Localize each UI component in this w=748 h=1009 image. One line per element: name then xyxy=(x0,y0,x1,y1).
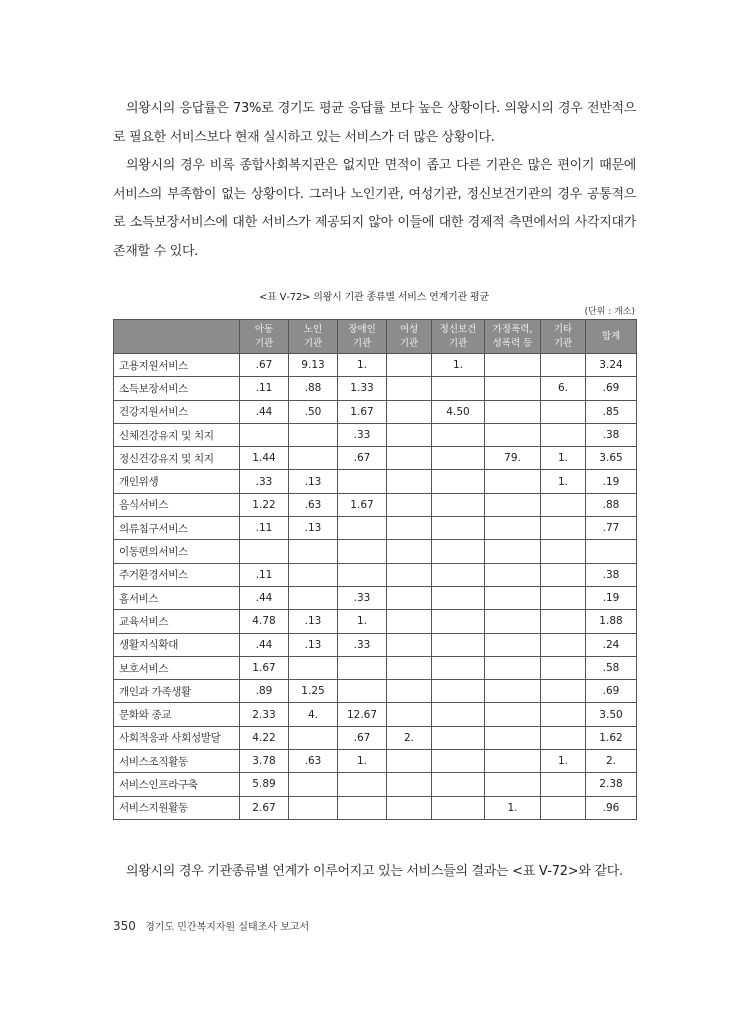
value-cell xyxy=(541,680,586,703)
value-cell: .33 xyxy=(240,470,289,493)
value-cell xyxy=(432,423,485,446)
value-cell xyxy=(432,377,485,400)
value-cell xyxy=(541,354,586,377)
paragraph-2 xyxy=(113,152,636,266)
value-cell: .24 xyxy=(586,633,637,656)
value-cell xyxy=(387,400,432,423)
value-cell xyxy=(432,656,485,679)
value-cell xyxy=(485,493,541,516)
value-cell xyxy=(485,470,541,493)
value-cell xyxy=(485,423,541,446)
table-body xyxy=(114,354,637,820)
footer-paragraph: 의왕시의 경우 기관종류별 연계가 이루어지고 있는 서비스들의 결과는 <표 Ⅴ-72>와 같다. xyxy=(126,864,623,879)
value-cell xyxy=(289,447,338,470)
value-cell: 1.22 xyxy=(240,493,289,516)
table-row xyxy=(114,377,637,400)
value-cell xyxy=(338,540,387,563)
value-cell xyxy=(485,773,541,796)
value-cell xyxy=(338,656,387,679)
value-cell xyxy=(432,470,485,493)
value-cell xyxy=(432,517,485,540)
table-row xyxy=(114,796,637,819)
value-cell xyxy=(432,447,485,470)
value-cell xyxy=(485,656,541,679)
value-cell: 9.13 xyxy=(289,354,338,377)
value-cell xyxy=(485,703,541,726)
row-label: 의류침구서비스 xyxy=(114,517,240,540)
value-cell: .33 xyxy=(338,586,387,609)
value-cell xyxy=(289,656,338,679)
table-row xyxy=(114,470,637,493)
value-cell: 2.67 xyxy=(240,796,289,819)
value-cell: 1. xyxy=(432,354,485,377)
table-row xyxy=(114,493,637,516)
value-cell xyxy=(541,493,586,516)
value-cell xyxy=(338,517,387,540)
value-cell xyxy=(338,563,387,586)
value-cell xyxy=(387,377,432,400)
value-cell xyxy=(387,423,432,446)
value-cell xyxy=(387,493,432,516)
value-cell xyxy=(387,750,432,773)
table-row xyxy=(114,354,637,377)
value-cell: 2. xyxy=(586,750,637,773)
value-cell xyxy=(432,726,485,749)
value-cell: .13 xyxy=(289,633,338,656)
value-cell xyxy=(541,773,586,796)
value-cell: .69 xyxy=(586,377,637,400)
row-label: 건강지원서비스 xyxy=(114,400,240,423)
row-label: 서비스조직활동 xyxy=(114,750,240,773)
value-cell: .38 xyxy=(586,563,637,586)
value-cell xyxy=(541,586,586,609)
value-cell: 1. xyxy=(541,470,586,493)
table-row xyxy=(114,447,637,470)
header-cell: 여성 기관 xyxy=(387,320,432,354)
service-linkage-table xyxy=(113,319,637,820)
value-cell: 1. xyxy=(338,610,387,633)
value-cell: .67 xyxy=(240,354,289,377)
value-cell: .58 xyxy=(586,656,637,679)
value-cell xyxy=(387,470,432,493)
value-cell: 79. xyxy=(485,447,541,470)
value-cell xyxy=(387,680,432,703)
table-row xyxy=(114,423,637,446)
table-row xyxy=(114,586,637,609)
value-cell: 1.67 xyxy=(338,400,387,423)
value-cell: .69 xyxy=(586,680,637,703)
value-cell: .50 xyxy=(289,400,338,423)
value-cell xyxy=(485,586,541,609)
value-cell: .67 xyxy=(338,726,387,749)
paragraph-text: 의왕시의 응답률은 73%로 경기도 평균 응답률 보다 높은 상황이다. 의왕시의 경우 전반적으로 필요한 서비스보다 현재 실시하고 있는 서비스가 더 많은 상황이다. xyxy=(113,101,636,145)
row-label: 사회적응과 사회성발달 xyxy=(114,726,240,749)
value-cell xyxy=(586,540,637,563)
row-label: 서비스인프라구축 xyxy=(114,773,240,796)
page-footer xyxy=(113,918,309,933)
header-cell: 기타 기관 xyxy=(541,320,586,354)
value-cell: .19 xyxy=(586,470,637,493)
row-label: 문화와 종교 xyxy=(114,703,240,726)
row-label: 주거환경서비스 xyxy=(114,563,240,586)
value-cell xyxy=(387,447,432,470)
value-cell xyxy=(485,750,541,773)
value-cell xyxy=(240,540,289,563)
value-cell xyxy=(541,796,586,819)
row-label: 교육서비스 xyxy=(114,610,240,633)
value-cell: .63 xyxy=(289,750,338,773)
value-cell: .11 xyxy=(240,563,289,586)
value-cell: 1. xyxy=(541,750,586,773)
value-cell xyxy=(485,400,541,423)
value-cell: 4.50 xyxy=(432,400,485,423)
table-row xyxy=(114,610,637,633)
value-cell: .44 xyxy=(240,586,289,609)
value-cell xyxy=(432,540,485,563)
row-label: 생활지식확대 xyxy=(114,633,240,656)
value-cell xyxy=(485,517,541,540)
table-row xyxy=(114,656,637,679)
value-cell xyxy=(541,563,586,586)
value-cell xyxy=(338,773,387,796)
value-cell: .85 xyxy=(586,400,637,423)
table-row xyxy=(114,633,637,656)
value-cell xyxy=(387,796,432,819)
header-cell: 가정폭력, 성폭력 등 xyxy=(485,320,541,354)
value-cell xyxy=(387,540,432,563)
header-cell: 장애인 기관 xyxy=(338,320,387,354)
value-cell xyxy=(485,633,541,656)
value-cell xyxy=(541,517,586,540)
value-cell: .13 xyxy=(289,610,338,633)
value-cell: 1.33 xyxy=(338,377,387,400)
report-title: 경기도 민간복지자원 실태조사 보고서 xyxy=(145,922,310,933)
value-cell: 3.24 xyxy=(586,354,637,377)
value-cell: 1.44 xyxy=(240,447,289,470)
value-cell xyxy=(387,773,432,796)
value-cell: 1.67 xyxy=(240,656,289,679)
value-cell: .33 xyxy=(338,423,387,446)
value-cell xyxy=(541,703,586,726)
value-cell: .67 xyxy=(338,447,387,470)
value-cell xyxy=(432,750,485,773)
row-label: 신체건강유지 및 치지 xyxy=(114,423,240,446)
value-cell xyxy=(387,633,432,656)
value-cell xyxy=(485,377,541,400)
row-label: 개인과 가족생활 xyxy=(114,680,240,703)
value-cell: .13 xyxy=(289,470,338,493)
value-cell xyxy=(289,726,338,749)
header-cell: 합계 xyxy=(586,320,637,354)
table-row xyxy=(114,773,637,796)
value-cell xyxy=(541,540,586,563)
value-cell xyxy=(289,540,338,563)
table-row xyxy=(114,400,637,423)
value-cell xyxy=(289,773,338,796)
value-cell: .89 xyxy=(240,680,289,703)
value-cell: .77 xyxy=(586,517,637,540)
value-cell: 1. xyxy=(541,447,586,470)
table-row xyxy=(114,563,637,586)
value-cell xyxy=(541,633,586,656)
value-cell: 3.65 xyxy=(586,447,637,470)
value-cell: 6. xyxy=(541,377,586,400)
value-cell xyxy=(338,796,387,819)
value-cell: .13 xyxy=(289,517,338,540)
value-cell: .33 xyxy=(338,633,387,656)
value-cell xyxy=(338,680,387,703)
value-cell: .44 xyxy=(240,400,289,423)
value-cell xyxy=(541,400,586,423)
value-cell xyxy=(485,540,541,563)
header-cell xyxy=(114,320,240,354)
value-cell xyxy=(432,773,485,796)
value-cell: 1.25 xyxy=(289,680,338,703)
value-cell: 3.50 xyxy=(586,703,637,726)
value-cell xyxy=(485,563,541,586)
value-cell: .11 xyxy=(240,517,289,540)
value-cell: 5.89 xyxy=(240,773,289,796)
value-cell xyxy=(289,586,338,609)
value-cell xyxy=(485,680,541,703)
value-cell xyxy=(387,703,432,726)
value-cell xyxy=(338,470,387,493)
value-cell: 1.67 xyxy=(338,493,387,516)
paragraph-text: 의왕시의 경우 비록 종합사회복지관은 없지만 면적이 좁고 다른 기관은 많은 편이기 때문에 서비스의 부족함이 없는 상황이다. 그러나 노인기관, 여성기관, 정신보건기관의 경우 공통적으로 소득보장서비스에 대한 서비스가 제공되지 않아 이들에 대한 경제적 측면에서의 사각지대가 존재할 수 있다. xyxy=(113,158,636,259)
value-cell xyxy=(387,517,432,540)
value-cell xyxy=(541,656,586,679)
value-cell: 1.88 xyxy=(586,610,637,633)
value-cell xyxy=(240,423,289,446)
header-cell: 노인 기관 xyxy=(289,320,338,354)
row-label: 이동편의서비스 xyxy=(114,540,240,563)
table-row xyxy=(114,726,637,749)
value-cell xyxy=(387,563,432,586)
value-cell xyxy=(387,354,432,377)
value-cell xyxy=(387,656,432,679)
row-label: 고용지원서비스 xyxy=(114,354,240,377)
row-label: 음식서비스 xyxy=(114,493,240,516)
table-row xyxy=(114,517,637,540)
value-cell: 4.78 xyxy=(240,610,289,633)
value-cell: .88 xyxy=(289,377,338,400)
value-cell xyxy=(432,563,485,586)
value-cell: .38 xyxy=(586,423,637,446)
value-cell: 1. xyxy=(485,796,541,819)
value-cell: .63 xyxy=(289,493,338,516)
value-cell xyxy=(541,610,586,633)
value-cell xyxy=(387,610,432,633)
row-label: 홈서비스 xyxy=(114,586,240,609)
value-cell xyxy=(387,586,432,609)
value-cell: 4. xyxy=(289,703,338,726)
row-label: 소득보장서비스 xyxy=(114,377,240,400)
table-unit: (단위 : 개소) xyxy=(584,307,635,317)
value-cell xyxy=(432,680,485,703)
value-cell: .11 xyxy=(240,377,289,400)
value-cell xyxy=(541,423,586,446)
table-row xyxy=(114,703,637,726)
value-cell xyxy=(485,610,541,633)
value-cell: .88 xyxy=(586,493,637,516)
value-cell: 4.22 xyxy=(240,726,289,749)
value-cell xyxy=(432,493,485,516)
value-cell: 1. xyxy=(338,354,387,377)
paragraph-1 xyxy=(113,95,636,152)
row-label: 개인위생 xyxy=(114,470,240,493)
value-cell xyxy=(432,586,485,609)
value-cell: 2. xyxy=(387,726,432,749)
table-row xyxy=(114,750,637,773)
value-cell xyxy=(289,423,338,446)
header-cell: 아동 기관 xyxy=(240,320,289,354)
row-label: 정신건강유지 및 치지 xyxy=(114,447,240,470)
value-cell: 1. xyxy=(338,750,387,773)
row-label: 보호서비스 xyxy=(114,656,240,679)
value-cell xyxy=(289,563,338,586)
value-cell xyxy=(432,633,485,656)
value-cell xyxy=(432,610,485,633)
value-cell: .19 xyxy=(586,586,637,609)
value-cell xyxy=(289,796,338,819)
table-header-row xyxy=(114,320,637,354)
value-cell: 3.78 xyxy=(240,750,289,773)
value-cell: .44 xyxy=(240,633,289,656)
row-label: 서비스지원활동 xyxy=(114,796,240,819)
value-cell xyxy=(432,796,485,819)
value-cell xyxy=(485,726,541,749)
header-cell: 정신보건 기관 xyxy=(432,320,485,354)
table-caption: <표 Ⅴ-72> 의왕시 기관 종류별 서비스 연계기관 평균 xyxy=(259,292,489,303)
table-row xyxy=(114,540,637,563)
value-cell xyxy=(541,726,586,749)
value-cell: .96 xyxy=(586,796,637,819)
page-number: 350 xyxy=(113,919,136,933)
value-cell: 2.33 xyxy=(240,703,289,726)
value-cell: 12.67 xyxy=(338,703,387,726)
value-cell xyxy=(485,354,541,377)
value-cell: 1.62 xyxy=(586,726,637,749)
value-cell xyxy=(432,703,485,726)
table-row xyxy=(114,680,637,703)
value-cell: 2.38 xyxy=(586,773,637,796)
